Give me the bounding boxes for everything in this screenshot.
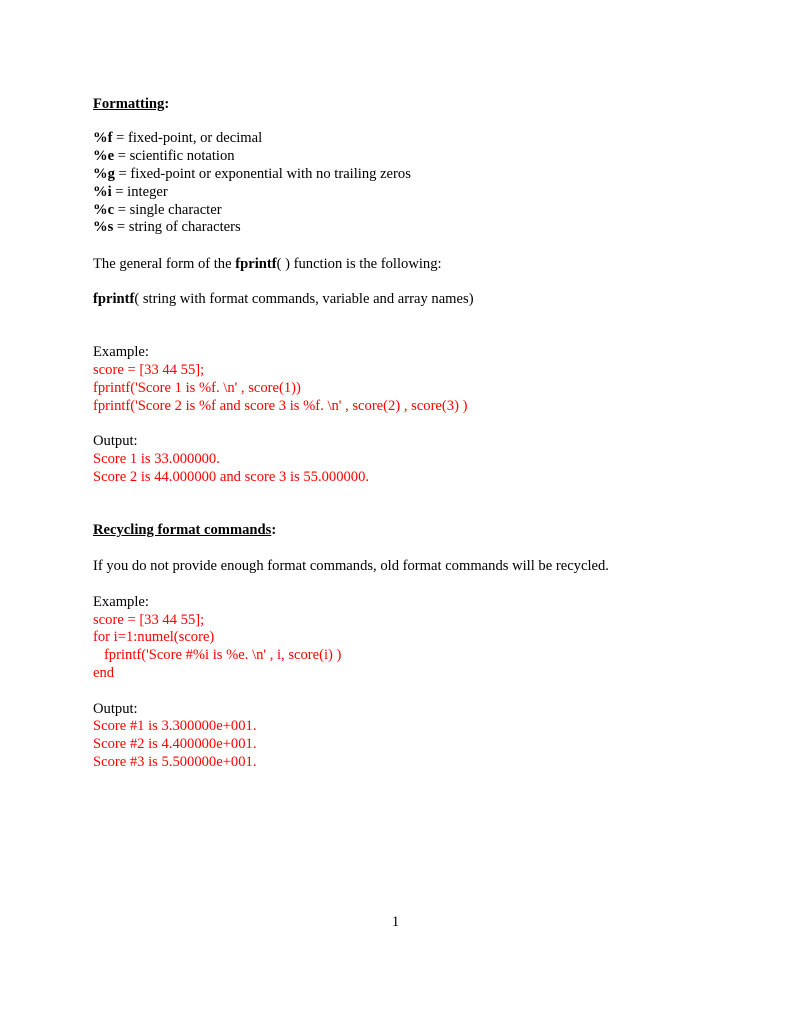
spec-item: [93, 147, 235, 165]
spec-code: %f: [93, 130, 113, 146]
recycling-heading-text: Recycling format commands: [93, 522, 272, 538]
spec-desc: = single character: [114, 202, 222, 218]
spec-item: [93, 165, 411, 183]
code-line: fprintf('Score #%i is %e. \n' , i, score(i) ): [93, 647, 342, 663]
recycling-text: If you do not provide enough format commands, old format commands will be recycled.: [93, 558, 609, 574]
formatting-heading: [93, 95, 169, 113]
example-2-label: Example:: [93, 594, 149, 610]
code-line: end: [93, 665, 115, 681]
code-line: fprintf('Score 1 is %f. \n' , score(1)): [93, 380, 301, 396]
fprintf-syntax-rest: ( string with format commands, variable and array names): [134, 291, 474, 307]
output-1-label: Output:: [93, 433, 138, 449]
output-2-label: Output:: [93, 701, 138, 717]
spec-code: %g: [93, 166, 115, 182]
output-line: Score 2 is 44.000000 and score 3 is 55.000000.: [93, 469, 370, 485]
page-number: 1: [391, 914, 400, 930]
code-line: score = [33 44 55];: [93, 612, 205, 628]
output-line: Score #2 is 4.400000e+001.: [93, 736, 257, 752]
spec-desc: = string of characters: [113, 219, 241, 235]
general-form-pre: The general form of the: [93, 256, 236, 272]
example-1-label: Example:: [93, 344, 149, 360]
code-line: for i=1:numel(score): [93, 629, 215, 645]
formatting-heading-colon: :: [164, 96, 170, 112]
fprintf-syntax-fn: fprintf: [93, 291, 135, 307]
general-form-fn: fprintf: [235, 256, 277, 272]
spec-desc: = fixed-point or exponential with no trailing zeros: [114, 166, 411, 182]
recycling-heading: [93, 521, 276, 539]
spec-item: [93, 129, 262, 147]
spec-code: %e: [93, 148, 115, 164]
formatting-heading-text: Formatting: [93, 96, 165, 112]
spec-item: [93, 218, 241, 236]
spec-item: [93, 201, 222, 219]
output-line: Score #3 is 5.500000e+001.: [93, 754, 257, 770]
code-line: fprintf('Score 2 is %f and score 3 is %f. \n' , score(2) , score(3) ): [93, 398, 468, 414]
spec-desc: = fixed-point, or decimal: [112, 130, 263, 146]
output-line: Score 1 is 33.000000.: [93, 451, 220, 467]
spec-desc: = scientific notation: [114, 148, 235, 164]
general-form-text: [93, 255, 442, 273]
general-form-post: ( ) function is the following:: [276, 256, 442, 272]
recycling-heading-colon: :: [271, 522, 277, 538]
spec-code: %c: [93, 202, 115, 218]
fprintf-syntax: [93, 290, 474, 308]
code-line: score = [33 44 55];: [93, 362, 205, 378]
spec-item: [93, 183, 168, 201]
output-line: Score #1 is 3.300000e+001.: [93, 718, 257, 734]
spec-code: %s: [93, 219, 114, 235]
spec-desc: = integer: [111, 184, 168, 200]
spec-code: %i: [93, 184, 112, 200]
